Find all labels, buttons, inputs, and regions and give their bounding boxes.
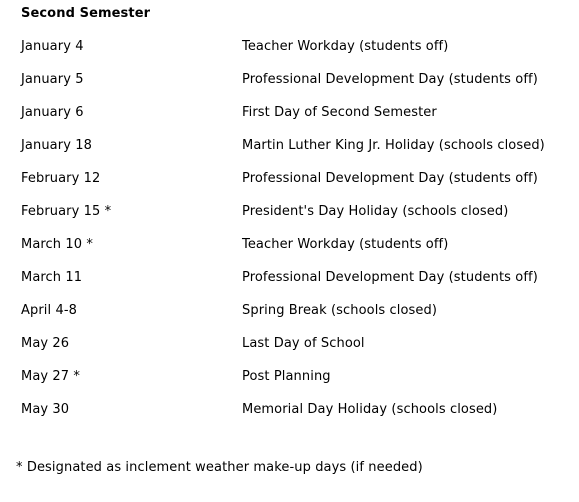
calendar-date: May 27 * [21,369,80,384]
calendar-event: Spring Break (schools closed) [242,303,438,318]
calendar-event: Martin Luther King Jr. Holiday (schools closed) [242,138,545,153]
calendar-row [21,105,571,138]
footnote: * Designated as inclement weather make-up days (if needed) [16,460,423,475]
calendar-event: Post Planning [242,369,331,384]
calendar-row [21,402,571,435]
calendar-row [21,336,571,369]
calendar-row [21,204,571,237]
calendar-date: January 18 [21,138,92,153]
calendar-row [21,237,571,270]
calendar-row [21,171,571,204]
calendar-date: January 6 [21,105,84,120]
calendar-date: April 4-8 [21,303,77,318]
calendar-row [21,39,571,72]
calendar-event: Teacher Workday (students off) [242,39,449,54]
calendar-row [21,369,571,402]
calendar-row [21,270,571,303]
calendar-event: First Day of Second Semester [242,105,437,120]
calendar-date: January 4 [21,39,84,54]
calendar-date: February 15 * [21,204,112,219]
calendar-row [21,72,571,105]
calendar-event: President's Day Holiday (schools closed) [242,204,509,219]
calendar-date: May 30 [21,402,70,417]
calendar-row [21,303,571,336]
calendar-date: January 5 [21,72,84,87]
calendar-date: March 11 [21,270,83,285]
section-heading: Second Semester [21,6,151,21]
calendar-event: Last Day of School [242,336,365,351]
calendar-list [21,39,571,435]
calendar-row [21,138,571,171]
calendar-event: Professional Development Day (students off) [242,72,538,87]
calendar-event: Teacher Workday (students off) [242,237,449,252]
calendar-date: May 26 [21,336,70,351]
calendar-event: Professional Development Day (students off) [242,270,538,285]
calendar-event: Memorial Day Holiday (schools closed) [242,402,498,417]
calendar-date: February 12 [21,171,101,186]
calendar-event: Professional Development Day (students off) [242,171,538,186]
calendar-date: March 10 * [21,237,93,252]
